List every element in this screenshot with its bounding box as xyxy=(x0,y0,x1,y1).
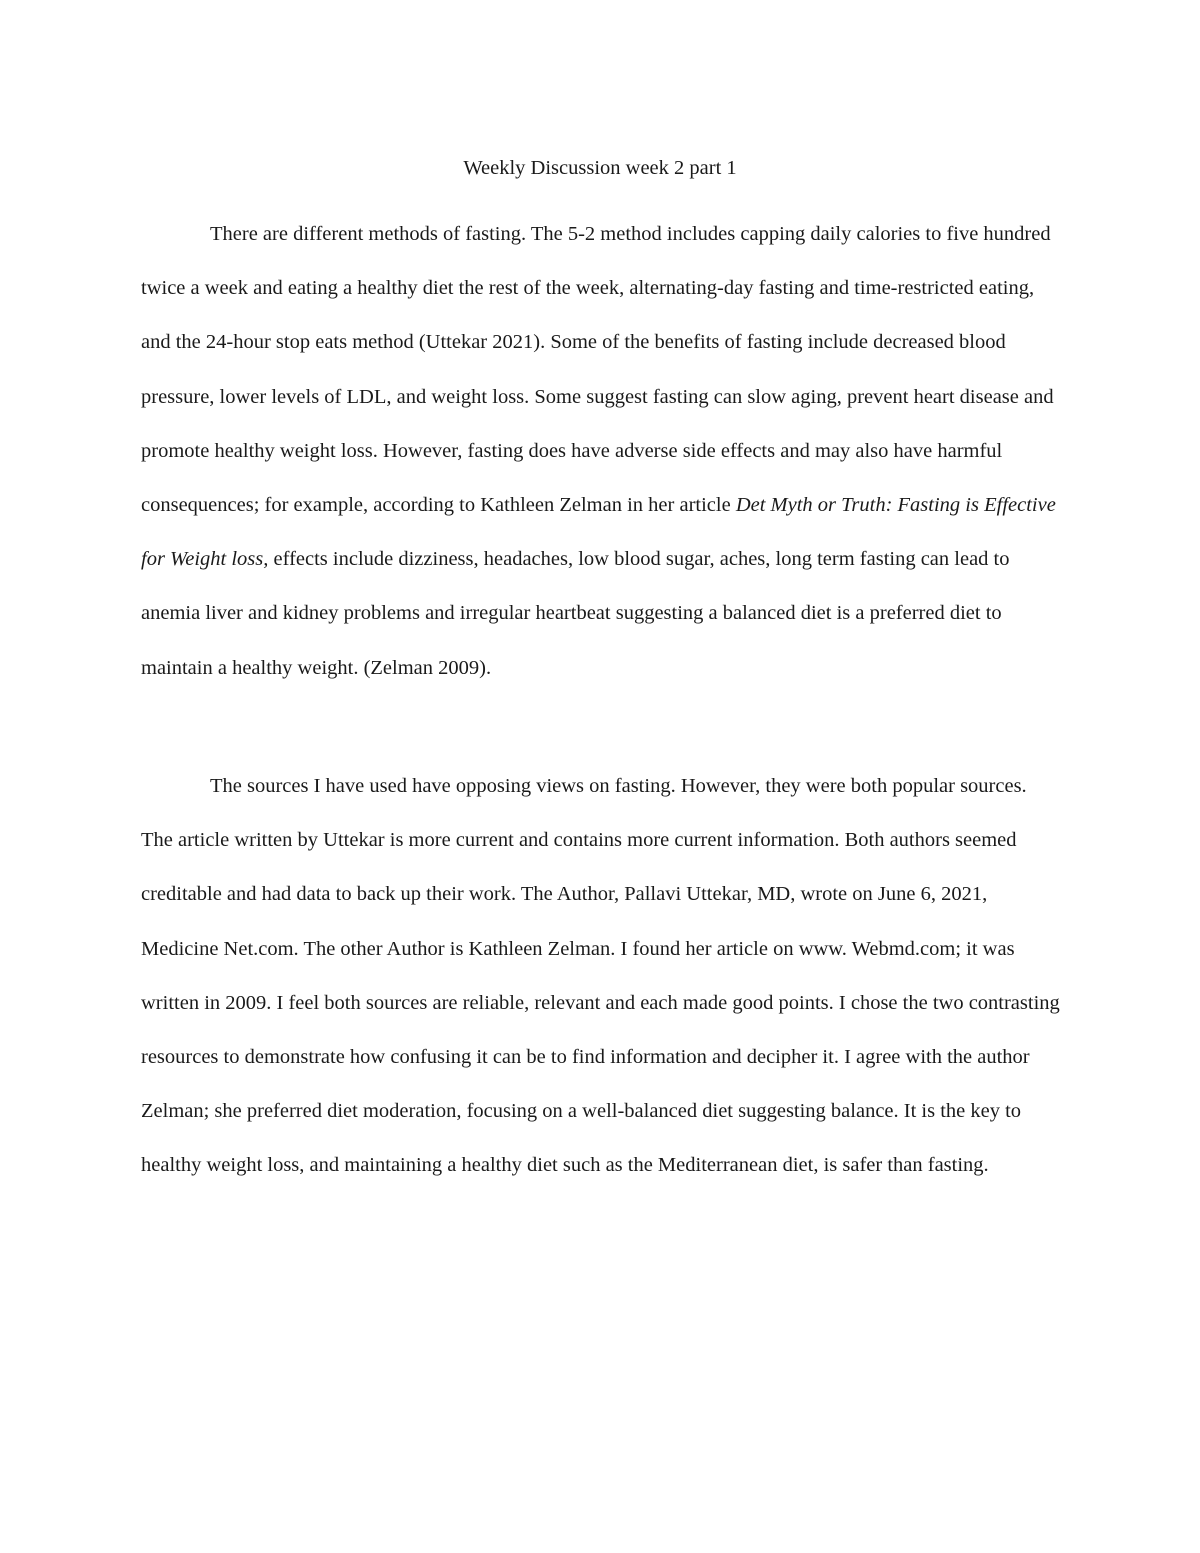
paragraph-1 xyxy=(141,207,1061,695)
paragraph-1-text-before-title: There are different methods of fasting. The 5-2 method includes capping daily calories to five hundred twice a week and eating a healthy diet the rest of the week, alternating-day fasting and time-restricted eating, and the 24-hour stop eats method (Uttekar 2021). Some of the benefits of fasting include decreased blood pressure, lower levels of LDL, and weight loss. Some suggest fasting can slow aging, prevent heart disease and promote healthy weight loss. However, fasting does have adverse side effects and may also have harmful consequences; for example, according to Kathleen Zelman in her article xyxy=(141,223,1054,517)
paragraph-1-text-after-title: effects include dizziness, headaches, low blood sugar, aches, long term fasting can lead to anemia liver and kidney problems and irregular heartbeat suggesting a balanced diet is a preferred diet to maintain a healthy weight. (Zelman 2009). xyxy=(141,548,1010,679)
paragraph-2: The sources I have used have opposing views on fasting. However, they were both popular sources. The article written by Uttekar is more current and contains more current information. Both authors seemed creditable and had data to back up their work. The Author, Pallavi Uttekar, MD, wrote on June 6, 2021, Medicine Net.com. The other Author is Kathleen Zelman. I found her article on www. Webmd.com; it was written in 2009. I feel both sources are reliable, relevant and each made good points. I chose the two contrasting resources to demonstrate how confusing it can be to find information and decipher it. I agree with the author Zelman; she preferred diet moderation, focusing on a well-balanced diet suggesting balance. It is the key to healthy weight loss, and maintaining a healthy diet such as the Mediterranean diet, is safer than fasting. xyxy=(141,775,1060,1177)
paragraph-2-container xyxy=(141,759,1061,1193)
document-title: Weekly Discussion week 2 part 1 xyxy=(463,157,737,179)
article-title: Det Myth or Truth: Fasting is Effective for Weight loss, xyxy=(141,494,1056,571)
paragraph-1-container xyxy=(141,207,1061,695)
